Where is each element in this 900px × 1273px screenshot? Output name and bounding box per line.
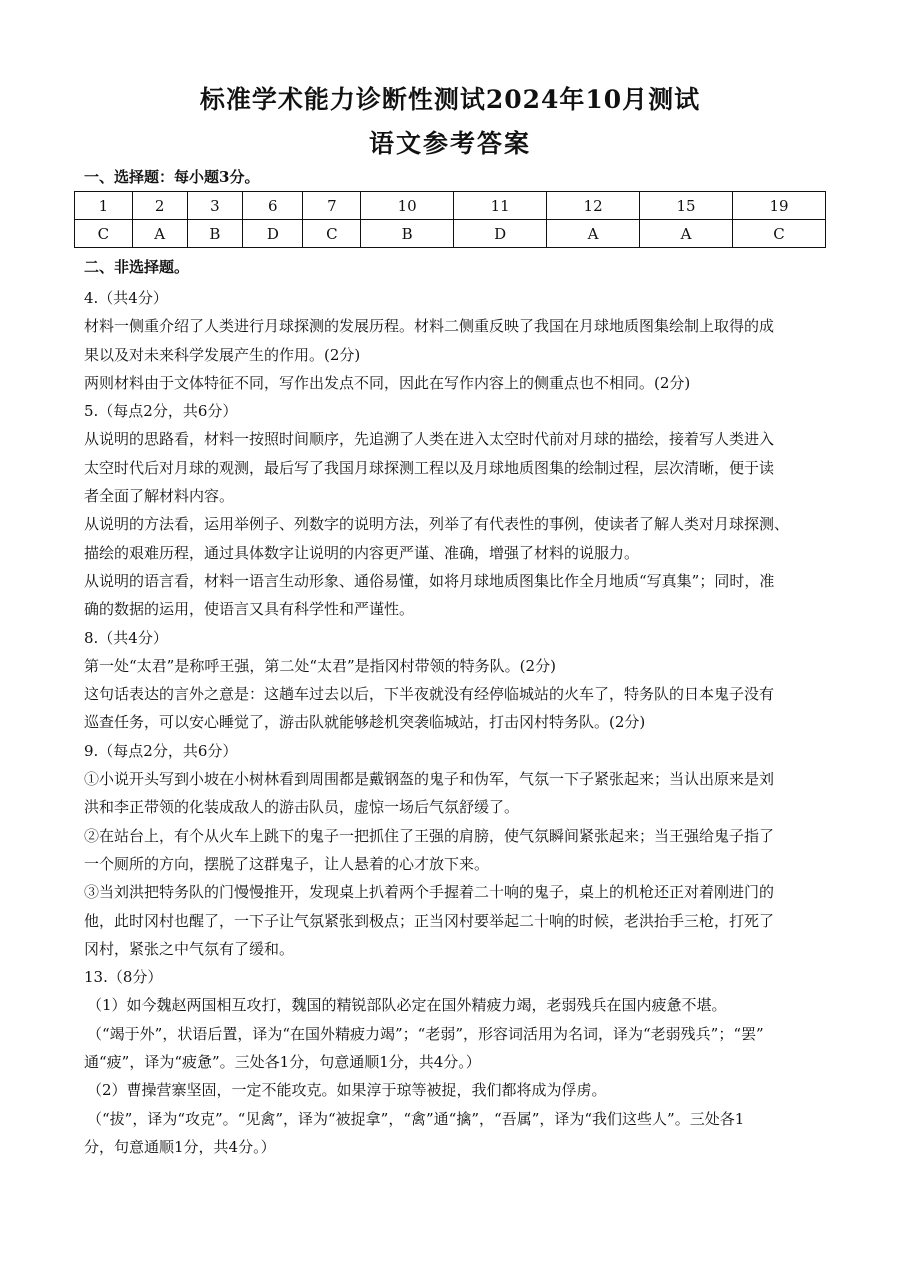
answer-line: 从说明的方法看，运用举例子、列数字的说明方法，列举了有代表性的事例，使读者了解人类对月球探测、 (84, 515, 790, 534)
answer-line: 分，句意通顺1分，共4分。） (84, 1137, 276, 1156)
answer-table (74, 191, 826, 248)
answer-line: 一个厕所的方向，摆脱了这群鬼子，让人悬着的心才放下来。 (84, 854, 490, 873)
answer-line: 他，此时冈村也醒了，一下子让气氛紧张到极点；正当冈村要举起二十响的时候，老洪抬手三枪，打死了 (84, 911, 775, 930)
answer-line: 太空时代后对月球的观测，最后写了我国月球探测工程以及月球地质图集的绘制过程，层次清晰，便于读 (84, 458, 775, 477)
answer-line: ③当刘洪把特务队的门慢慢推开，发现桌上扒着两个手握着二十响的鬼子，桌上的机枪还正对着刚进门的 (84, 883, 775, 902)
question-header: 13.（8分） (84, 968, 163, 987)
section-open-questions-heading: 二、非选择题。 (84, 258, 190, 276)
section-multiple-choice-heading: 一、选择题：每小题3分。 (84, 168, 260, 186)
answer-cell: A (640, 220, 733, 248)
answer-line: ②在站台上，有个从火车上跳下的鬼子一把抓住了王强的肩膀，使气氛瞬间紧张起来；当王强给鬼子指了 (84, 826, 775, 845)
answer-cell: A (132, 220, 187, 248)
answer-line: 者全面了解材料内容。 (84, 487, 235, 506)
page-subtitle: 语文参考答案 (368, 129, 531, 158)
answer-line: 这句话表达的言外之意是：这趟车过去以后，下半夜就没有经停临城站的火车了，特务队的日本鬼子没有 (84, 685, 775, 704)
question-header: 5.（每点2分，共6分） (84, 402, 238, 421)
answer-line: 通“疲”，译为“疲惫”。三处各1分，句意通顺1分，共4分。） (84, 1053, 481, 1072)
page-title: 标准学术能力诊断性测试2024年10月测试 (199, 85, 701, 114)
question-header: 8.（共4分） (84, 628, 168, 647)
answer-cell: C (303, 220, 361, 248)
question-number-cell: 2 (132, 192, 187, 220)
question-number-cell: 1 (75, 192, 133, 220)
answer-line: 从说明的思路看，材料一按照时间顺序，先追溯了人类在进入太空时代前对月球的描绘，接着写人类进入 (84, 430, 775, 449)
answer-line: ①小说开头写到小坡在小树林看到周围都是戴钢盔的鬼子和伪军，气氛一下子紧张起来；当认出原来是刘 (84, 770, 775, 789)
answer-line: 描绘的艰难历程，通过具体数字让说明的内容更严谨、准确，增强了材料的说服力。 (84, 543, 640, 562)
answer-line: 果以及对未来科学发展产生的作用。(2分) (84, 345, 361, 364)
answer-line: （2）曹操营寨坚固，一定不能攻克。如果淳于琼等被捉，我们都将成为俘虏。 (87, 1081, 607, 1100)
answer-line: 巡查任务，可以安心睡觉了，游击队就能够趁机突袭临城站，打击冈村特务队。(2分) (84, 713, 646, 732)
answer-line: （1）如今魏赵两国相互攻打，魏国的精锐部队必定在国外精疲力竭，老弱残兵在国内疲惫不堪。 (87, 996, 727, 1015)
question-number-cell: 3 (187, 192, 243, 220)
question-header: 4.（共4分） (84, 289, 168, 307)
answer-cell: D (454, 220, 547, 248)
question-number-cell: 7 (303, 192, 361, 220)
answer-cell: C (75, 220, 133, 248)
answer-cell: B (187, 220, 243, 248)
question-number-cell: 6 (243, 192, 303, 220)
question-number-cell: 19 (733, 192, 826, 220)
answer-line: 冈村，紧张之中气氛有了缓和。 (84, 939, 295, 958)
answer-line: 第一处“太君”是称呼王强，第二处“太君”是指冈村带领的特务队。(2分) (84, 656, 556, 675)
question-number-cell: 11 (454, 192, 547, 220)
question-number-cell: 15 (640, 192, 733, 220)
answer-line: 从说明的语言看，材料一语言生动形象、通俗易懂，如将月球地质图集比作全月地质“写真集”；同时，准 (84, 571, 775, 590)
answer-cell: A (547, 220, 640, 248)
answer-line: 两则材料由于文体特征不同，写作出发点不同，因此在写作内容上的侧重点也不相同。(2分) (84, 373, 691, 392)
answer-cell: C (733, 220, 826, 248)
answer-line: （“竭于外”，状语后置，译为“在国外精疲力竭”；“老弱”，形容词活用为名词，译为“老弱残兵”；“罢” (87, 1024, 764, 1043)
question-number-row (75, 192, 826, 220)
answer-line: 洪和李正带领的化装成敌人的游击队员，虚惊一场后气氛舒缓了。 (84, 798, 520, 817)
answer-line: 材料一侧重介绍了人类进行月球探测的发展历程。材料二侧重反映了我国在月球地质图集绘制上取得的成 (84, 317, 775, 336)
answer-line: （“拔”，译为“攻克”。“见禽”，译为“被捉拿”，“禽”通“擒”，“吾属”，译为“我们这些人”。三处各1 (87, 1109, 745, 1128)
question-number-cell: 10 (361, 192, 454, 220)
answer-line: 确的数据的运用，使语言又具有科学性和严谨性。 (84, 600, 415, 619)
question-number-cell: 12 (547, 192, 640, 220)
answer-row (75, 220, 826, 248)
answer-cell: B (361, 220, 454, 248)
answer-body (84, 284, 820, 1161)
answer-cell: D (243, 220, 303, 248)
question-header: 9.（每点2分，共6分） (84, 741, 238, 760)
